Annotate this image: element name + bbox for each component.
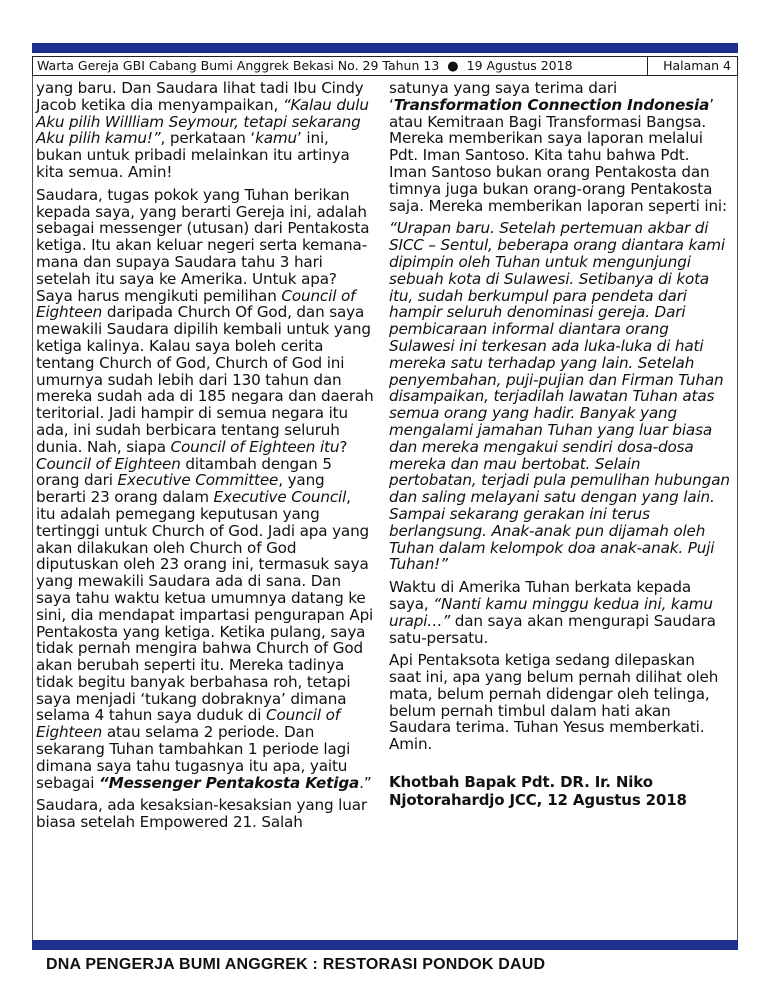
- text-run: Waktu di Amerika Tuhan berkata kepada saya,: [389, 578, 691, 613]
- text-run: , perkataan ‘: [160, 129, 256, 148]
- emphasis-italic: Executive Council: [213, 488, 347, 507]
- right-border: [737, 76, 738, 940]
- paragraph: [389, 80, 731, 214]
- bullet-separator: ●: [447, 59, 459, 74]
- publication-title: Warta Gereja GBI Cabang Bumi Anggrek Bekasi No. 29 Tahun 13: [37, 58, 440, 73]
- text-run: ’ ini, bukan untuk pribadi melainkan itu artinya kita semua. Amin!: [36, 129, 350, 181]
- text-run: daripada Church Of God, dan saya mewakili Saudara dipilih kembali untuk yang ketiga kalinya. Kalau saya boleh cerita tentang Church of God, Church of God ini umurnya sudah lebih dari 130 tahun dan mereka sudah ada di 185 negara dan daerah teritorial. Jadi hampir di semua negara itu ada, ini sudah berbicara tentang seluruh dunia. Nah, siapa: [36, 303, 374, 456]
- footer-slogan: DNA PENGERJA BUMI ANGGREK : RESTORASI PONDOK DAUD: [46, 956, 546, 973]
- header-divider: [647, 56, 648, 76]
- text-run: ditambah dengan 5 orang dari: [36, 454, 332, 490]
- text-run: atau selama 2 periode. Dan sekarang Tuhan tambahkan 1 periode lagi dimana saya tahu tugasnya itu apa, yaitu sebagai: [36, 723, 351, 792]
- emphasis-bold-italic: Transformation Connection Indonesia: [393, 95, 710, 114]
- text-run: , yang berarti 23 orang dalam: [36, 471, 325, 507]
- paragraph: [36, 187, 374, 792]
- paragraph: Api Pentaksota ketiga sedang dilepaskan saat ini, apa yang belum pernah dilihat oleh mata, belum pernah didengar oleh telinga, belum pernah timbul dalam hati akan Saudara terima. Tuhan Yesus memberkati. Amin.: [389, 651, 719, 754]
- paragraph: [389, 579, 731, 646]
- emphasis-italic: Executive Committee: [117, 471, 279, 490]
- emphasis-italic: Council of Eighteen itu: [170, 437, 340, 456]
- paragraph: Saudara, ada kesaksian-kesaksian yang luar biasa setelah Empowered 21. Salah: [36, 796, 367, 832]
- quote-italic: “Kalau dulu Aku pilih Willliam Seymour, tetapi sekarang Aku pilih kamu!”: [36, 95, 369, 148]
- top-decorative-bar: [32, 43, 738, 53]
- paragraph: [36, 80, 374, 181]
- quote-italic: “Nanti kamu minggu kedua ini, kamu urapi…”: [389, 594, 713, 630]
- left-column: [36, 80, 374, 837]
- right-column: [389, 80, 731, 815]
- text-run: ’ atau Kemitraan Bagi Transformasi Bangsa. Mereka memberikan saya laporan melalui Pdt. Iman Santoso. Kita tahu bahwa Pdt. Iman Santoso bukan orang Pentakosta dan timnya juga bukan orang-orang Pentakosta saja. Mereka memberikan laporan seperti ini:: [389, 95, 727, 215]
- issue-date: 19 Agustus 2018: [466, 58, 573, 73]
- emphasis-bold-italic: “Messenger Pentakosta Ketiga: [99, 773, 360, 792]
- text-run: .”: [359, 773, 372, 792]
- testimony-quote: “Urapan baru. Setelah pertemuan akbar di SICC – Sentul, beberapa orang diantara kami dipimpin oleh Tuhan untuk mengunjungi sebuah kota di Sulawesi. Setibanya di kota itu, sudah berkumpul para pendeta dari hampir seluruh denominasi gereja. Dari pembicaraan informal diantara orang Sulawesi ini terkesan ada luka-luka di hati mereka satu terhadap yang lain. Setelah penyembahan, puji-pujian dan Firman Tuhan disampaikan, terjadilah lawatan Tuhan atas semua orang yang hadir. Banyak yang mengalami jamahan Tuhan yang luar biasa dan mereka mengakui sendiri dosa-dosa mereka dan mau bertobat. Selain pertobatan, terjadi pula pemulihan hubungan dan saling melayani satu dengan yang lain. Sampai sekarang gerakan ini terus berlangsung. Anak-anak pun dijamah oleh Tuhan dalam kelompok doa anak-anak. Puji Tuhan!”: [389, 219, 730, 574]
- text-run: dan saya akan mengurapi Saudara satu-persatu.: [389, 611, 716, 647]
- page-indicator: [663, 57, 731, 75]
- text-run: yang baru. Dan Saudara lihat tadi Ibu Cindy Jacob ketika dia menyampaikan,: [36, 79, 364, 114]
- text-run: ?: [339, 437, 348, 456]
- page-header: [32, 56, 738, 76]
- text-run: Saudara, tugas pokok yang Tuhan berikan kepada saya, yang berarti Gereja ini, adalah sebagai messenger (utusan) dari Pentakosta ketiga. Itu akan keluar negeri serta kemana-mana dan supaya Saudara tahu 3 hari setelah itu saya ke Amerika. Untuk apa? Saya harus mengikuti pemilihan: [36, 185, 370, 305]
- left-border: [32, 76, 33, 940]
- emphasis-italic: Council of Eighteen: [36, 286, 356, 322]
- sermon-attribution: Khotbah Bapak Pdt. DR. Ir. Niko Njotorahardjo JCC, 12 Agustus 2018: [389, 773, 687, 810]
- page-label: Halaman: [663, 58, 720, 73]
- bottom-decorative-bar: [32, 940, 738, 950]
- emphasis-italic: Council of Eighteen: [36, 706, 340, 742]
- emphasis-italic: kamu: [255, 129, 298, 148]
- text-run: satunya yang saya terima dari ‘: [389, 79, 618, 114]
- page-number: 4: [723, 58, 731, 73]
- text-run: , itu adalah pemegang keputusan yang tertinggi untuk Church of God. Jadi apa yang akan dilakukan oleh Church of God diputuskan oleh 23 orang ini, termasuk saya yang mewakili Saudara ada di sana. Dan saya tahu waktu ketua umumnya datang ke sini, dia mendapat impartasi pengurapan Api Pentakosta yang ketiga. Ketika pulang, saya tidak pernah mengira bahwa Church of God akan berubah seperti itu. Mereka tadinya tidak begitu banyak berbahasa roh, tetapi saya menjadi ‘tukang dobraknya’ dimana selama 4 tahun saya duduk di: [36, 488, 374, 725]
- emphasis-italic: Council of Eighteen: [36, 454, 181, 473]
- header-publication-line: [37, 57, 573, 76]
